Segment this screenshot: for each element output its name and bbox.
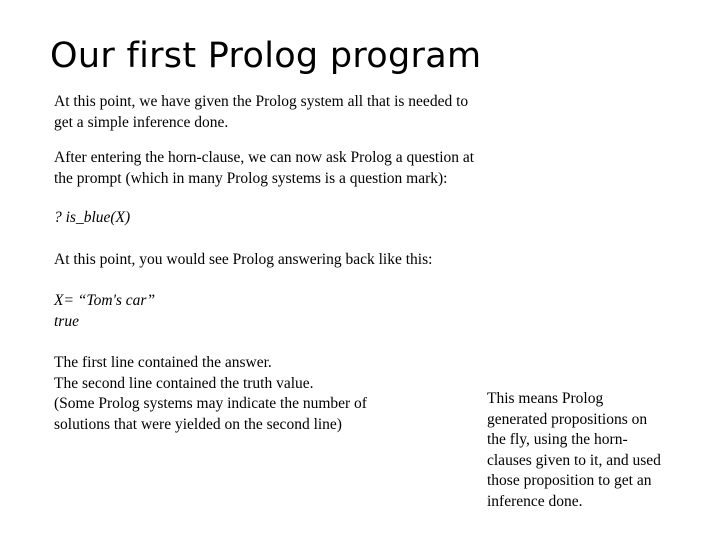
side-note — [487, 389, 712, 512]
slide-title: Our first Prolog program — [50, 36, 482, 76]
explanation-line: The first line contained the answer. — [54, 354, 272, 371]
prolog-answer — [54, 291, 574, 332]
explanation-line: solutions that were yielded on the second line) — [54, 415, 342, 433]
answer-intro-paragraph: At this point, you would see Prolog answering back like this: — [54, 251, 433, 268]
explanation-paragraph — [54, 353, 434, 435]
side-note-line: the fly, using the horn- — [487, 431, 628, 448]
query-intro-paragraph — [54, 148, 574, 189]
intro-line: At this point, we have given the Prolog system all that is needed to — [54, 93, 469, 110]
explanation-line: The second line contained the truth value. — [54, 374, 314, 392]
side-note-line: inference done. — [487, 492, 583, 510]
query-intro-line: the prompt (which in many Prolog systems is a question mark): — [54, 169, 448, 187]
query-intro-line: After entering the horn-clause, we can now ask Prolog a question at — [54, 149, 475, 166]
side-note-line: generated propositions on — [487, 410, 648, 428]
side-note-line: This means Prolog — [487, 390, 604, 407]
intro-paragraph — [54, 92, 574, 133]
explanation-line: (Some Prolog systems may indicate the number of — [54, 395, 367, 412]
answer-binding-line: X= “Tom's car” — [54, 292, 156, 309]
prolog-query: ? is_blue(X) — [54, 209, 131, 226]
intro-line: get a simple inference done. — [54, 113, 229, 131]
answer-truth-line: true — [54, 312, 79, 330]
side-note-line: those proposition to get an — [487, 472, 652, 489]
side-note-line: clauses given to it, and used — [487, 451, 661, 469]
